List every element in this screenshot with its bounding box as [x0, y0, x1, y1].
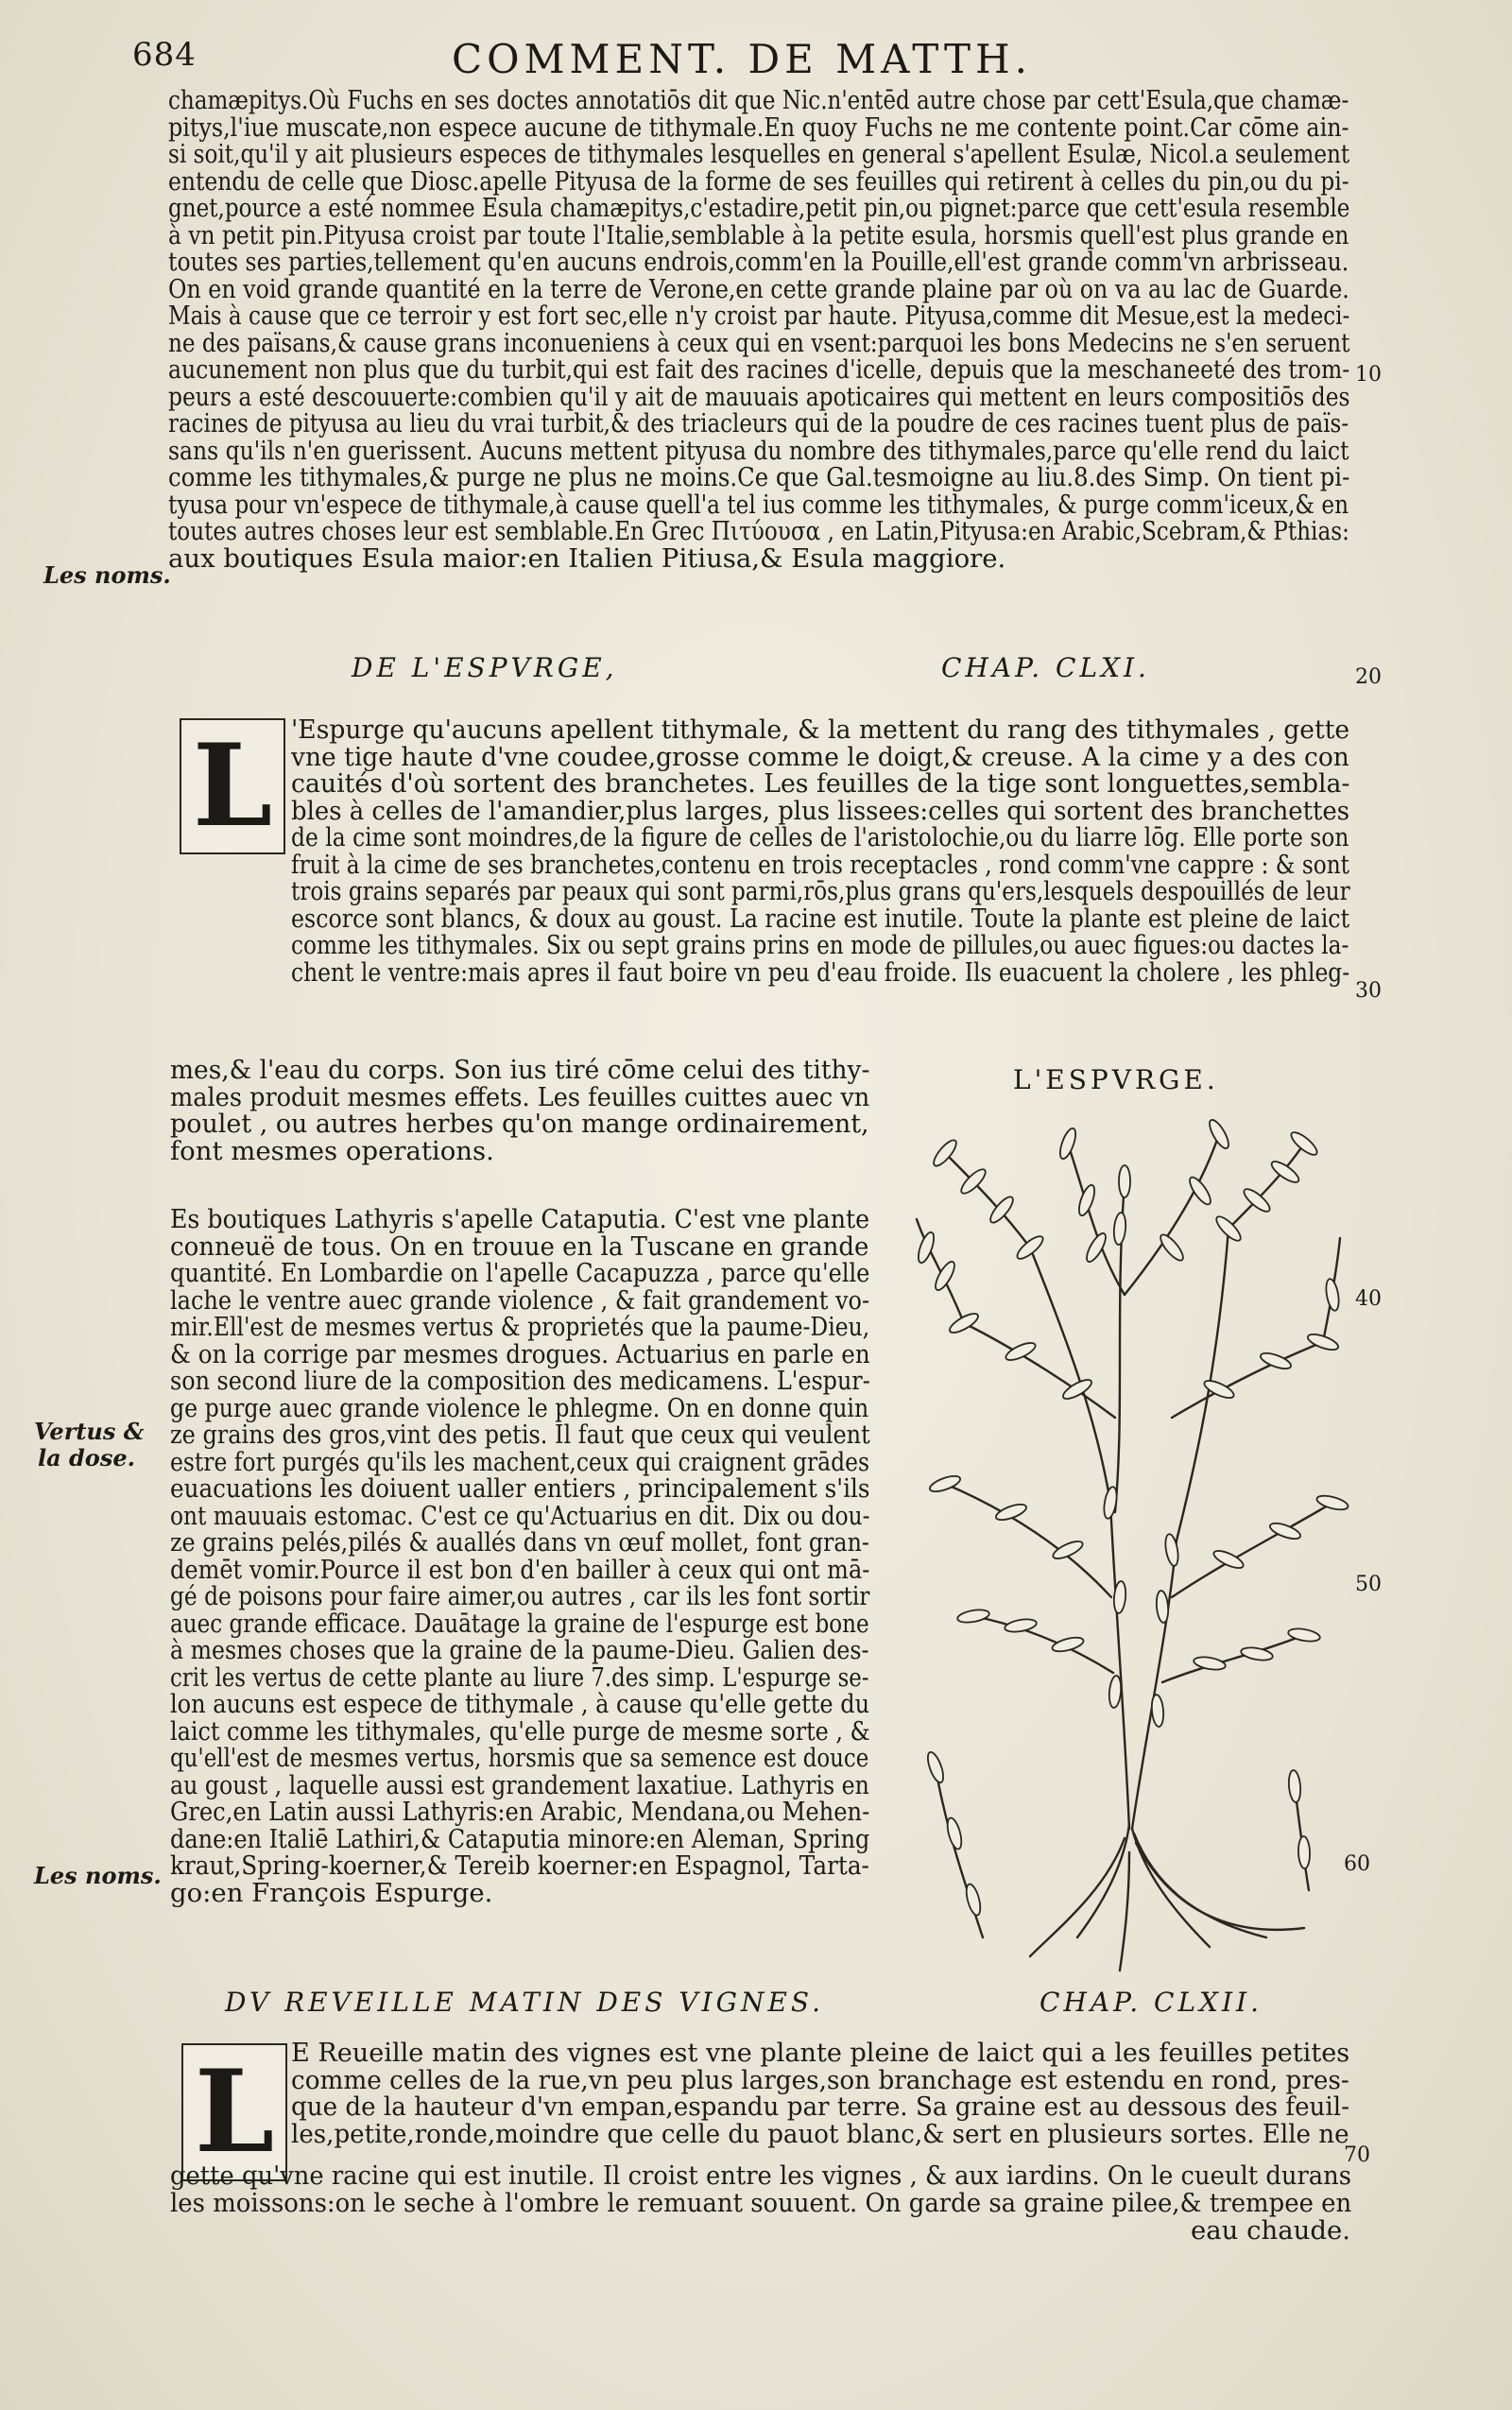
leaf-shape [1051, 1538, 1085, 1561]
leaf-shape [1151, 1695, 1165, 1728]
figure-caption: L'ESPVRGE. [1013, 1064, 1219, 1095]
leaf-shape [925, 1750, 947, 1784]
text-line: 'Espurge qu'aucuns apellent tithymale, & la mettent du rang des tithymales , gette [291, 714, 1350, 745]
text-line: tyusa pour vn'espece de tithymale,à cause quell'a tel ius comme les tithymales, & purge comm'iceux,& en [168, 489, 1349, 520]
text-line: de la cime sont moindres,de la figure de celles de l'aristolochie,ou du liarre lōg. Elle porte son [291, 822, 1349, 852]
text-line: Grec,en Latin aussi Lathyris:en Arabic, Mendana,ou Mehen- [170, 1797, 870, 1827]
leaf-shape [1306, 1332, 1340, 1353]
text-line: ont mauuais estomac. C'est ce qu'Actuarius en dit. Dix ou dou- [170, 1500, 870, 1531]
text-line: ne des païsans,& cause grans inconueniens à ceux qui en vsent:parquoi les bons Medecins ne s'en seruent [168, 327, 1350, 358]
margin-note-dose: la dose. [38, 1444, 135, 1472]
text-line: entendu de celle que Diosc.apelle Pityusa de la forme de ses feuilles qui retirent à celles du pin,ou du pi- [168, 165, 1349, 197]
text-line: On en void grande quantité en la terre de Verone,en cette grande plaine par où on va au lac de Guarde. [168, 273, 1349, 304]
text-line: estre fort purgés qu'ils les machent,ceux qui craignent grādes [170, 1446, 869, 1477]
leaf-shape [1004, 1617, 1038, 1634]
text-line: gnet,pource a esté nommee Esula chamæpitys,c'estadire,petit pin,ou pignet:parce que cett'esula resemble [168, 193, 1350, 223]
leaf-shape [1051, 1635, 1085, 1654]
leaf-shape [1156, 1591, 1170, 1624]
text-line: bles à celles de l'amandier,plus larges, plus lissees:celles qui sortent des branchettes [291, 795, 1350, 826]
leaf-shape [1288, 1770, 1302, 1803]
leaf-shape [987, 1194, 1016, 1226]
text-line: son second liure de la composition des medicamens. L'espur- [170, 1366, 870, 1396]
text-line: à mesmes choses que la graine de la paume-Dieu. Galien des- [170, 1635, 869, 1665]
leaf-shape [1287, 1627, 1321, 1644]
leaf-shape [956, 1608, 990, 1625]
line-number-10: 10 [1355, 363, 1382, 387]
text-line: comme les tithymales. Six ou sept grains prins en mode de pillules,ou auec figues:ou dactes la- [291, 930, 1349, 960]
line-number-20: 20 [1355, 665, 1382, 689]
initial-letter: L [192, 719, 273, 852]
text-line: pitys,l'iue muscate,non espece aucune de tithymale.En quoy Fuchs ne me contente point.Car cōme ain- [168, 112, 1349, 143]
decorated-initial-l [180, 718, 285, 854]
line-number-50: 50 [1355, 1573, 1382, 1596]
text-line: chamæpitys.Où Fuchs en ses doctes annotatiōs dit que Nic.n'entēd autre chose par cett'Esula,que chamæ- [168, 85, 1349, 115]
text-line: crit les vertus de cette plante au liure 7.des simp. L'espurge se- [170, 1661, 869, 1693]
text-line: gette qu'vne racine qui est inutile. Il croist entre les vignes , & aux iardins. On le cueult durans [170, 2160, 1352, 2191]
text-line: que de la hauteur d'vn empan,espandu par terre. Sa graine est au dessous des feuil- [291, 2092, 1349, 2122]
text-line: euacuations les doiuent ualler entiers , principalement s'ils [170, 1473, 870, 1504]
text-line: si soit,qu'il y ait plusieurs especes de tithymales lesquelles en general s'apellent Esulæ, Nicol.a seulement [168, 139, 1350, 169]
leaf-shape [1004, 1339, 1038, 1363]
text-line: toutes ses parties,tellement qu'en aucuns endrois,comm'en la Pouille,ell'est grande comm'vn arbrisseau. [168, 247, 1349, 277]
text-line: à vn petit pin.Pityusa croist par toute l'Italie,semblable à la petite esula, horsmis quell'est plus grande en [168, 219, 1349, 250]
text-line: comme les tithymales,& purge ne plus ne moins.Ce que Gal.tesmoigne au liu.8.des Simp. On tient pi- [168, 462, 1350, 492]
chapter-161-title: DE L'ESPVRGE, [352, 652, 618, 683]
leaf-shape [1288, 1128, 1320, 1158]
text-line: gé de poisons pour faire aimer,ou autres , car ils les font sortir [170, 1581, 870, 1611]
text-line: escorce sont blancs, & doux au goust. La racine est inutile. Toute la plante est pleine de laict [291, 903, 1350, 934]
initial-letter-2: L [194, 2045, 275, 2178]
text-line: chent le ventre:mais apres il faut boire vn peu d'eau froide. Ils euacuent la cholere , les phleg- [291, 956, 1350, 988]
text-line: qu'ell'est de mesmes vertus, horsmis que sa semence est douce [170, 1743, 869, 1773]
text-line: males produit mesmes effets. Les feuilles cuittes auec vn [170, 1081, 870, 1112]
chapter-161-body-narrow [170, 1057, 869, 1164]
text-line: comme celles de la rue,vn peu plus larges,son branchage est estendu en rond, pres- [291, 2064, 1349, 2095]
text-line: poulet , ou autres herbes qu'on mange ordinairement, [170, 1109, 869, 1139]
chapter-162-last-line: eau chaude. [1191, 2215, 1350, 2246]
text-line: lache le ventre auec grande violence , & fait grandement vo- [170, 1284, 870, 1316]
page-number: 684 [132, 36, 197, 74]
line-number-70: 70 [1344, 2143, 1370, 2167]
running-head: COMMENT. DE MATTH. [451, 36, 1033, 82]
text-line: peurs a esté descouuerte:combien qu'il y ait de mauuais apoticaires qui mettent en leurs compositiōs des [168, 381, 1350, 412]
lathyris-paragraph [170, 1206, 869, 1906]
text-line: font mesmes operations. [170, 1135, 494, 1166]
text-line: les,petite,ronde,moindre que celle du pauot blanc,& sert en plusieurs sortes. Elle ne [291, 2118, 1349, 2149]
spurge-plant-illustration [888, 1106, 1351, 1975]
leaf-shape [947, 1310, 980, 1335]
text-line: trois grains separés par peaux qui sont parmi,rōs,plus grans qu'ers,lesquels despouillés de leur [291, 876, 1350, 906]
text-line: toutes autres choses leur est semblable.En Grec Πιτύουσα , en Latin,Pityusa:en Arabic,Scebram,& Pthias: [168, 516, 1349, 546]
text-line: fruit à la cime de ses branchetes,contenu en trois receptacles , rond comm'vne cappre : & sont [291, 849, 1350, 880]
text-line: les moissons:on le seche à l'ombre le remuant souuent. On garde sa graine pilee,& trempee en [170, 2187, 1352, 2218]
text-line: aucunement non plus que du turbit,qui est fait des racines d'icelle, depuis que la meschaneeté des trom- [168, 354, 1350, 385]
line-number-40: 40 [1355, 1287, 1382, 1311]
leaf-shape [964, 1883, 983, 1917]
leaf-shape [1297, 1836, 1310, 1868]
leaf-shape [1119, 1165, 1130, 1197]
chapter-161-body [291, 716, 1349, 986]
text-line: dane:en Italiē Lathiri,& Cataputia minore:en Aleman, Spring [170, 1823, 870, 1854]
top-paragraph [168, 87, 1349, 572]
text-line: & on la corrige par mesmes drogues. Actuarius en parle en [170, 1338, 870, 1369]
text-line: sans qu'ils n'en guerissent. Aucuns mettent pityusa du nombre des tithymales,parce qu'elle rend du laict [168, 435, 1349, 466]
line-number-60: 60 [1344, 1852, 1370, 1876]
line-number-30: 30 [1355, 979, 1382, 1003]
leaf-shape [994, 1502, 1028, 1523]
text-line: auec grande efficace. Dauātage la graine de l'espurge est bone [170, 1608, 869, 1639]
leaf-shape [1014, 1232, 1046, 1262]
leaf-shape [945, 1816, 964, 1851]
text-line: demēt vomir.Pource il est bon d'en bailler à ceux qui ont mā- [170, 1554, 870, 1585]
chapter-162-title: DV REVEILLE MATIN DES VIGNES. [225, 1987, 824, 2018]
leaf-shape [1076, 1183, 1098, 1217]
chapter-162-body [291, 2040, 1349, 2147]
leaf-shape [1206, 1117, 1231, 1150]
leaf-shape [1113, 1213, 1127, 1246]
text-line: ze grains des gros,vint des petis. Il faut que ceux qui veulent [170, 1420, 870, 1450]
text-line: kraut,Spring-koerner,& Tereib koerner:en Espagnol, Tarta- [170, 1851, 869, 1881]
chapter-162-body-wide [170, 2162, 1351, 2216]
text-line: ze grains pelés,pilés & auallés dans vn œuf mollet, font gran- [170, 1527, 869, 1558]
leaf-shape [1324, 1278, 1341, 1312]
text-line: quantité. En Lombardie on l'apelle Cacapuzza , parce qu'elle [170, 1258, 870, 1288]
text-line: vne tige haute d'vne coudee,grosse comme le doigt,& creuse. A la cime y a des con [291, 741, 1349, 772]
text-line: conneuë de tous. On en trouue en la Tuscane en grande [170, 1231, 869, 1262]
leaf-shape [1102, 1486, 1119, 1520]
margin-note-noms-2: Les noms. [34, 1862, 162, 1889]
margin-note-noms-1: Les noms. [43, 561, 171, 589]
chapter-161-number: CHAP. CLXI. [941, 652, 1150, 683]
leaf-shape [1108, 1676, 1123, 1709]
text-line: go:en François Espurge. [170, 1877, 493, 1908]
text-line: laict comme les tithymales, qu'elle purge de mesme sorte , & [170, 1715, 870, 1747]
chapter-162-number: CHAP. CLXII. [1040, 1987, 1263, 2018]
leaf-shape [1157, 1231, 1186, 1264]
margin-note-vertus: Vertus & [34, 1418, 145, 1445]
text-line: au goust , laquelle aussi est grandement laxatiue. Lathyris en [170, 1769, 869, 1800]
text-line: lon aucuns est espece de tithymale , à cause qu'elle gette du [170, 1689, 870, 1719]
leaf-shape [1057, 1127, 1079, 1161]
text-line: ge purge auec grande violence le phlegme. On en donne quin [170, 1392, 869, 1423]
text-line: E Reueille matin des vignes est vne plante pleine de laict qui a les feuilles petites [291, 2038, 1350, 2068]
text-line: Es boutiques Lathyris s'apelle Cataputia. C'est vne plante [170, 1204, 870, 1234]
text-line: mes,& l'eau du corps. Son ius tiré cōme celui des tithy- [170, 1055, 870, 1085]
text-line: Mais à cause que ce terroir y est fort sec,elle n'y croist par haute. Pityusa,comme dit Mesue,est la medeci- [168, 301, 1350, 331]
page-header [132, 36, 1351, 83]
text-line: racines de pityusa au lieu du vrai turbit,& des triacleurs qui de la poudre de ces racines tuent plus de païs- [168, 408, 1349, 439]
leaf-shape [1211, 1547, 1246, 1571]
text-line: aux boutiques Esula maior:en Italien Pitiusa,& Esula maggiore. [168, 542, 1006, 574]
leaf-shape [928, 1473, 962, 1495]
text-line: mir.Ell'est de mesmes vertus & proprietés que la paume-Dieu, [170, 1312, 870, 1342]
text-line: cauités d'où sortent des branchetes. Les feuilles de la tige sont longuettes,sembla- [291, 768, 1350, 799]
